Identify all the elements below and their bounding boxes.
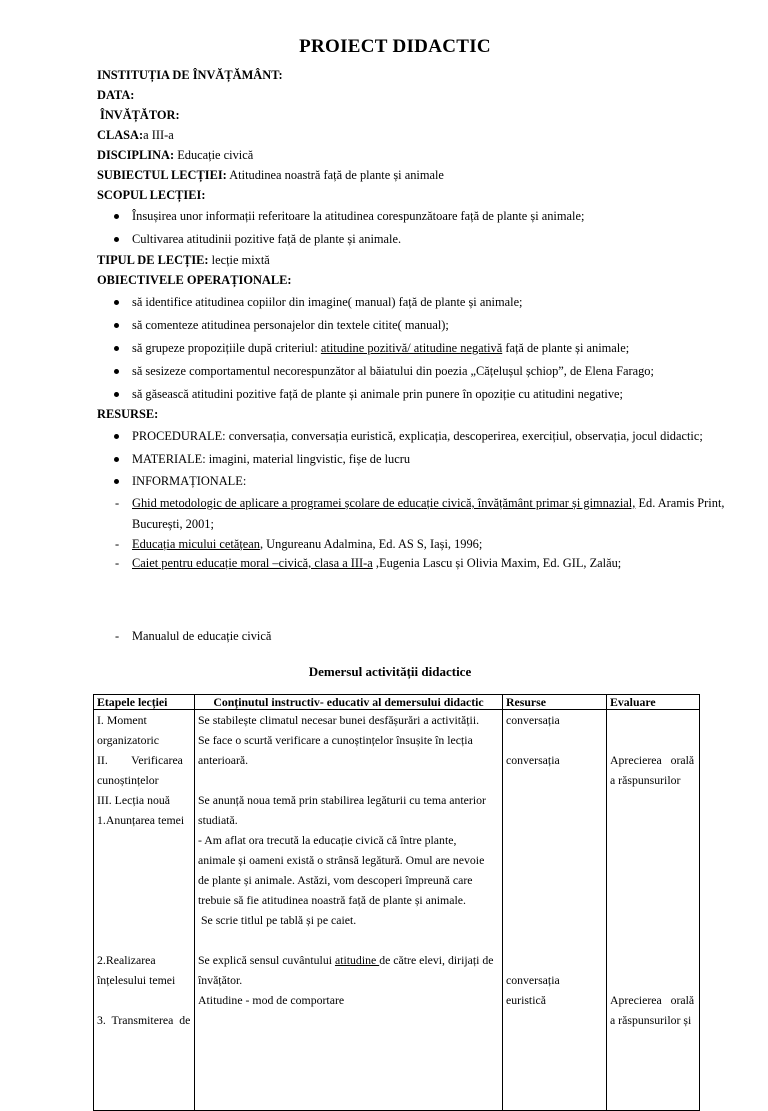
bullet-icon	[114, 479, 119, 484]
bibliografie-item: - Ghid metodologic de aplicare a programei școlare de educație civică, învățământ primar și gimnazial, Ed. Aramis Print,	[115, 496, 725, 510]
column-header: Resurse	[503, 695, 607, 710]
institutie-line	[97, 68, 283, 83]
evaluare-cell: Aprecierea orală a răspunsurilor Aprecierea orală a răspunsurilor și	[607, 710, 700, 1111]
table-caption: Demersul activității didactice	[308, 664, 472, 679]
table-row	[94, 710, 700, 1111]
bibliografie-item: - Caiet pentru educație moral –civică, clasa a III-a ,Eugenia Lascu și Olivia Maxim, Ed. GIL, Zalău;	[115, 556, 622, 570]
disciplina-label: DISCIPLINA:	[97, 148, 175, 162]
document-title: PROIECT DIDACTIC	[299, 36, 491, 57]
bullet-icon	[114, 300, 119, 305]
bullet-icon	[114, 369, 119, 374]
etape-cell: I. Moment organizatoric II. Verificarea cunoștințelor III. Lecția nouă 1.Anunțarea temei 2.Realizarea înțelesului temei 3. Transmiterea de	[94, 710, 195, 1111]
invatator-label: ÎNVĂȚĂTOR:	[100, 108, 180, 122]
disciplina-line	[97, 148, 253, 163]
table-header-row	[94, 695, 700, 710]
data-label: DATA:	[97, 88, 135, 102]
bullet-icon	[114, 346, 119, 351]
column-header: Evaluare	[607, 695, 700, 710]
bibliografie-item: - Manualul de educație civică	[115, 629, 272, 643]
subiect-line	[97, 168, 444, 183]
subiect-value: Atitudinea noastră față de plante și animale	[229, 168, 444, 182]
institutie-label: INSTITUȚIA DE ÎNVĂȚĂMÂNT:	[97, 68, 283, 82]
subiect-label: SUBIECTUL LECȚIEI:	[97, 168, 227, 182]
bullet-icon	[114, 457, 119, 462]
bullet-icon	[114, 323, 119, 328]
resurse-line	[97, 407, 158, 422]
disciplina-value: Educație civică	[177, 148, 254, 162]
tip-value: lecție mixtă	[211, 253, 270, 267]
bullet-icon	[114, 214, 119, 219]
obiective-line	[97, 273, 292, 288]
continut-cell: Se stabilește climatul necesar bunei desfășurări a activității. Se face o scurtă verificare a cunoștințelor însușite în lecția anterioară. Se anunță noua temă prin stabilirea legăturii cu tema anterior studiată. - Am aflat ora trecută la educație civică că între plante, animale și oameni există o strânsă legătură. Omul are nevoie de plante și animale. Astăzi, vom descoperi împreună care trebuie să fie atitudinea noastră față de plante și animale. Se scrie titlul pe tablă și pe caiet. Se explică sensul cuvântului atitudine de către elevi, dirijați de învățător. Atitudine - mod de comportare	[195, 710, 503, 1111]
document-page: PROIECT DIDACTIC INSTITUȚIA DE ÎNVĂȚĂMÂNT: DATA: ÎNVĂȚĂTOR: CLASA:a III-a DISCIPLINA: Educație civică SUBIECTUL LECȚIEI: Atitudinea noastră față de plante și animale SCOPUL LECȚIEI: Însușirea unor informații referitoare la atitudinea corespunzătoare față de plante și animale; Cultivarea atitudinii pozitive față de plante și animale. TIPUL DE LECȚIE: lecție mixtă OBIECTIVELE OPERAȚIONALE: să identifice atitudinea copiilor din imagine( manual) față de plante și animale; să comenteze atitudinea personajelor din textele citite( manual); să grupeze propozițiile după criteriul: atitudine pozitivă/ atitudine negativă față de plante și animale; să sesizeze comportamentul necorespunzător al băiatului din poezia „Cățelușul șchiop”, de Elena Farago; să găsească atitudini pozitive față de plante și animale prin punere în opoziție cu atitudini negative; RESURSE: PROCEDURALE: conversația, conversația euristică, explicația, descoperirea, exercițiul, observația, jocul didactic; MATERIALE: imagini, material lingvistic, fișe de lucru INFORMAȚIONALE: - Ghid metodologic de aplicare a programei școlare de educație civică, învățământ primar și gimnazial, Ed. Aramis Print, București, 2001; - Educația micului cetățean, Ungureanu Adalmina, Ed. AS S, Iași, 1996; - Caiet pentru educație moral –civică, clasa a III-a ,Eugenia Lascu și Olivia Maxim, Ed. GIL, Zalău; - Manualul de educație civică Demersul activității didactice Etapele lecției Conținutul instructiv- educativ al demersului didactic Resurse Evaluare I. Moment organizatoric II. Verificarea cunoștințelor III. Lecția nouă 1.Anunțarea temei 2.Realizarea înțelesului temei 3. Transmiterea de Se stabilește climatul necesar bunei desfășurări a activității. Se face o scurtă verificare a cunoștințelor însușite în lecția anterioară. Se anunță noua temă prin stabilirea legăturii cu tema anterior studiată. - Am aflat ora trecută la educație civică că între plante, animale și oameni există o strânsă legătură. Omul are nevoie de plante și animale. Astăzi, vom descoperi împreună care trebuie să fie atitudinea noastră față de plante și animale. Se scrie titlul pe tablă și pe caiet. Se explică sensul cuvântului atitudine de către elevi, dirijați de învățător. Atitudine - mod de comportare conversația conversația conversația euristică Aprecierea orală a răspunsurilor Aprecierea orală a răspunsurilor și	[0, 0, 768, 1024]
lesson-plan-table	[93, 694, 700, 1111]
clasa-line	[97, 128, 174, 143]
data-line	[97, 88, 134, 103]
scop-line	[97, 188, 205, 203]
resurse-cell: conversația conversația conversația euristică	[503, 710, 607, 1111]
clasa-label: CLASA:	[97, 128, 144, 142]
column-header: Etapele lecției	[94, 695, 195, 710]
clasa-value: a III-a	[143, 128, 174, 142]
bullet-icon	[114, 434, 119, 439]
column-header: Conținutul instructiv- educativ al demersului didactic	[195, 695, 503, 710]
bullet-icon	[114, 237, 119, 242]
obiective-label: OBIECTIVELE OPERAȚIONALE:	[97, 273, 292, 287]
scop-label: SCOPUL LECȚIEI:	[97, 188, 206, 202]
bibliografie-item: - Educația micului cetățean, Ungureanu Adalmina, Ed. AS S, Iași, 1996;	[115, 537, 483, 551]
invatator-line	[100, 108, 180, 123]
bullet-icon	[114, 392, 119, 397]
tip-label: TIPUL DE LECȚIE:	[97, 253, 209, 267]
tip-line	[97, 253, 270, 268]
resurse-label: RESURSE:	[97, 407, 159, 421]
